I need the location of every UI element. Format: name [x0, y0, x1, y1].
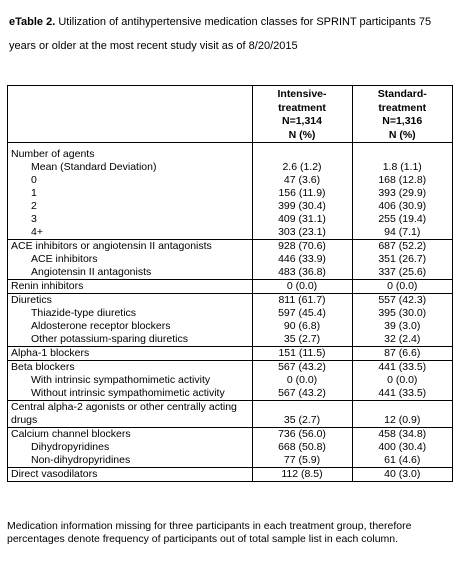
standard-value: 400 (30.4): [352, 441, 452, 454]
standard-value: 393 (29.9): [352, 187, 452, 200]
row-label: 2: [31, 200, 37, 212]
medication-table-grid: [8, 86, 452, 481]
intensive-value: 811 (61.7): [252, 294, 352, 308]
row-label: Renin inhibitors: [8, 280, 252, 294]
standard-value: 351 (26.7): [352, 253, 452, 266]
table-row: [8, 266, 452, 280]
table-row: [8, 387, 452, 401]
header-intensive-treatment: [252, 86, 352, 143]
standard-value: [352, 148, 452, 161]
row-label: 4+: [31, 226, 43, 238]
header-label-cell: [8, 86, 252, 143]
intensive-value: 77 (5.9): [252, 454, 352, 468]
table-caption-label: eTable 2.: [9, 16, 56, 28]
intensive-value: 567 (43.2): [252, 387, 352, 401]
table-row: [8, 428, 452, 442]
intensive-value: 668 (50.8): [252, 441, 352, 454]
standard-value: 1.8 (1.1): [352, 161, 452, 174]
standard-value: 61 (4.6): [352, 454, 452, 468]
intensive-value: 597 (45.4): [252, 307, 352, 320]
intensive-value: 303 (23.1): [252, 226, 352, 240]
row-label: Direct vasodilators: [8, 468, 252, 482]
standard-value: 12 (0.9): [352, 401, 452, 428]
standard-value: 687 (52.2): [352, 240, 452, 254]
table-row: [8, 441, 452, 454]
header-intensive-line4: N (%): [288, 128, 316, 141]
row-label: Non-dihydropyridines: [31, 454, 131, 466]
table-row: [8, 307, 452, 320]
row-label: Beta blockers: [8, 361, 252, 375]
row-label: 1: [31, 187, 37, 199]
table-row: [8, 401, 452, 428]
table-row: [8, 161, 452, 174]
standard-value: 441 (33.5): [352, 361, 452, 375]
intensive-value: 151 (11.5): [252, 347, 352, 361]
intensive-value: 112 (8.5): [252, 468, 352, 482]
intensive-value: 2.6 (1.2): [252, 161, 352, 174]
standard-value: 395 (30.0): [352, 307, 452, 320]
row-label: Aldosterone receptor blockers: [31, 320, 171, 332]
intensive-value: 736 (56.0): [252, 428, 352, 442]
intensive-value: 409 (31.1): [252, 213, 352, 226]
header-intensive-line1: Intensive-: [277, 88, 327, 100]
row-label: 0: [31, 174, 37, 186]
intensive-value: [252, 148, 352, 161]
intensive-value: 0 (0.0): [252, 280, 352, 294]
table-row: [8, 240, 452, 254]
row-label: Number of agents: [11, 148, 95, 160]
table-row: [8, 174, 452, 187]
row-label: Diuretics: [8, 294, 252, 308]
standard-value: 255 (19.4): [352, 213, 452, 226]
table-row: [8, 253, 452, 266]
table-row: [8, 333, 452, 347]
row-label: With intrinsic sympathomimetic activity: [31, 374, 211, 386]
standard-value: 32 (2.4): [352, 333, 452, 347]
intensive-value: 35 (2.7): [252, 333, 352, 347]
table-row: [8, 320, 452, 333]
standard-value: 39 (3.0): [352, 320, 452, 333]
medication-table: [7, 85, 453, 482]
standard-value: 557 (42.3): [352, 294, 452, 308]
table-row: [8, 294, 452, 308]
row-label: Dihydropyridines: [31, 441, 110, 453]
row-label: ACE inhibitors or angiotensin II antagonists: [8, 240, 252, 254]
standard-value: 0 (0.0): [352, 374, 452, 387]
table-row: [8, 200, 452, 213]
intensive-value: 156 (11.9): [252, 187, 352, 200]
intensive-value: 35 (2.7): [252, 401, 352, 428]
intensive-value: 90 (6.8): [252, 320, 352, 333]
row-label: Without intrinsic sympathomimetic activity: [31, 387, 225, 399]
intensive-value: 446 (33.9): [252, 253, 352, 266]
intensive-value: 483 (36.8): [252, 266, 352, 280]
table-row: [8, 347, 452, 361]
row-label: Alpha-1 blockers: [8, 347, 252, 361]
intensive-value: 928 (70.6): [252, 240, 352, 254]
table-row: [8, 374, 452, 387]
table-row: [8, 148, 452, 161]
standard-value: 337 (25.6): [352, 266, 452, 280]
row-label: Angiotensin II antagonists: [31, 266, 152, 278]
row-label: Other potassium-sparing diuretics: [31, 333, 188, 345]
header-standard-line2: treatment: [378, 101, 427, 114]
standard-value: 94 (7.1): [352, 226, 452, 240]
standard-value: 458 (34.8): [352, 428, 452, 442]
row-label: Mean (Standard Deviation): [31, 161, 157, 173]
standard-value: 406 (30.9): [352, 200, 452, 213]
header-standard-treatment: [352, 86, 452, 143]
intensive-value: 567 (43.2): [252, 361, 352, 375]
table-row: [8, 468, 452, 482]
table-row: [8, 187, 452, 200]
table-row: [8, 226, 452, 240]
table-caption-text: Utilization of antihypertensive medication classes for SPRINT participants 75 years or older at the most recent study visit as of 8/20/2015: [9, 16, 432, 52]
table-caption: [9, 10, 457, 58]
table-footnote: Medication information missing for three participants in each treatment group, therefore percentages denote frequency of participants out of total sample list in each column.: [7, 520, 412, 545]
standard-value: 441 (33.5): [352, 387, 452, 401]
header-intensive-line3: N=1,314: [282, 115, 322, 127]
table-row: [8, 361, 452, 375]
standard-value: 168 (12.8): [352, 174, 452, 187]
header-standard-line4: N (%): [388, 128, 416, 141]
table-row: [8, 454, 452, 468]
header-standard-line1: Standard-: [377, 88, 427, 100]
header-intensive-line2: treatment: [278, 101, 326, 114]
standard-value: 0 (0.0): [352, 280, 452, 294]
intensive-value: 0 (0.0): [252, 374, 352, 387]
standard-value: 40 (3.0): [352, 468, 452, 482]
row-label: ACE inhibitors: [31, 253, 98, 265]
table-row: [8, 280, 452, 294]
row-label: Thiazide-type diuretics: [31, 307, 137, 319]
header-standard-line3: N=1,316: [382, 115, 423, 127]
table-header-row: [8, 86, 452, 143]
intensive-value: 47 (3.6): [252, 174, 352, 187]
row-label: Central alpha-2 agonists or other centrally acting drugs: [8, 401, 252, 428]
row-label: 3: [31, 213, 37, 225]
table-row: [8, 213, 452, 226]
standard-value: 87 (6.6): [352, 347, 452, 361]
row-label: Calcium channel blockers: [8, 428, 252, 442]
intensive-value: 399 (30.4): [252, 200, 352, 213]
